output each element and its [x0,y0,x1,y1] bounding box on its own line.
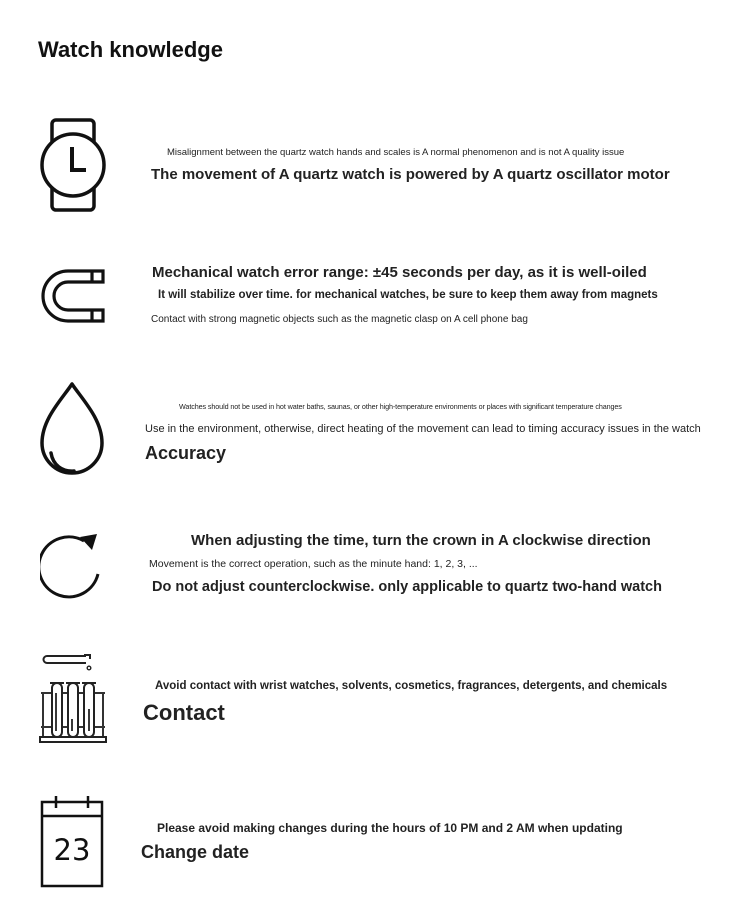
page-title: Watch knowledge [38,37,223,62]
adjust-heading: When adjusting the time, turn the crown in A clockwise direction [191,532,651,549]
contact-heading: Contact [143,700,225,725]
magnet-example: Contact with strong magnetic objects such as the magnetic clasp on A cell phone bag [151,314,528,325]
change-date-heading: Change date [141,842,250,862]
quartz-note: Misalignment between the quartz watch hands and scales is A normal phenomenon and is not A quality issue [167,147,625,158]
water-drop-icon [38,381,106,477]
error-range-heading: Mechanical watch error range: ±45 seconds per day, as it is well-oiled [152,264,647,281]
clockwise-arrow-icon [40,528,106,604]
calendar-icon [40,794,104,888]
temperature-warning: Use in the environment, otherwise, direct heating of the movement can lead to timing accuracy issues in the watch [145,423,701,435]
temperature-note: Watches should not be used in hot water baths, saunas, or other high-temperature environments or places with significant temperature changes [179,402,622,411]
magnet-icon [40,268,106,324]
magnet-warning: It will stabilize over time. for mechanical watches, be sure to keep them away from magnets [158,289,658,301]
test-tubes-icon [38,653,108,745]
quartz-heading: The movement of A quartz watch is powered by A quartz oscillator motor [151,166,670,183]
adjust-note: Movement is the correct operation, such as the minute hand: 1, 2, 3, ... [149,558,478,570]
calendar-day: 23 [53,833,91,867]
chemicals-warning: Avoid contact with wrist watches, solvents, cosmetics, fragrances, detergents, and chemicals [155,680,668,692]
accuracy-heading: Accuracy [145,443,227,463]
watch-icon [40,118,106,212]
date-change-warning: Please avoid making changes during the hours of 10 PM and 2 AM when updating [157,821,623,835]
counterclockwise-warning: Do not adjust counterclockwise. only applicable to quartz two-hand watch [152,579,662,595]
